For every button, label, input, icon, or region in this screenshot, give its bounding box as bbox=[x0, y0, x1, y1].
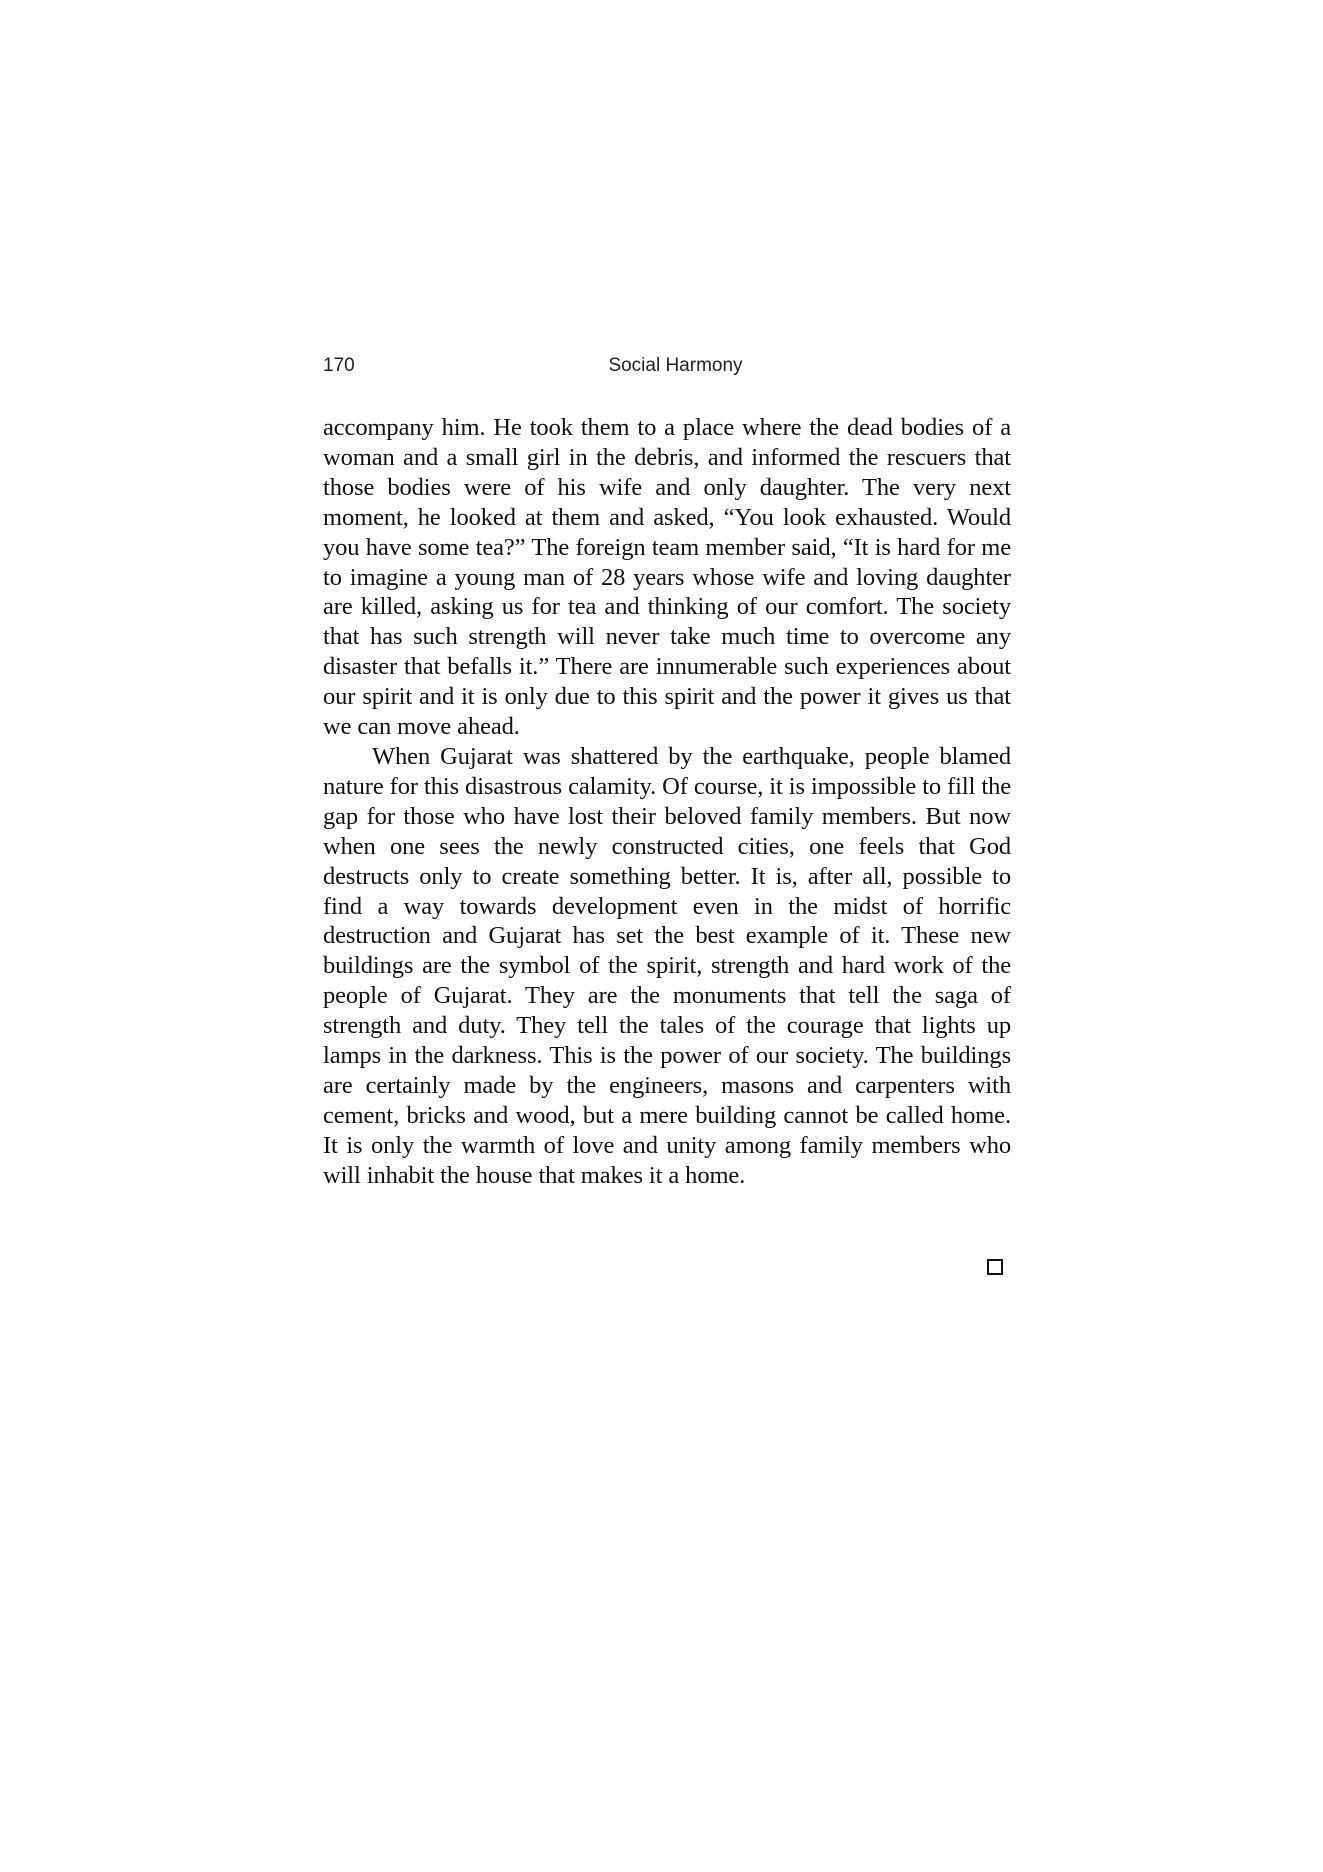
page-header bbox=[323, 355, 1010, 381]
hollow-square-icon bbox=[987, 1259, 1003, 1275]
page-number: 170 bbox=[323, 355, 355, 376]
running-title: Social Harmony bbox=[608, 355, 743, 376]
paragraph-continuation: accompany him. He took them to a place where the dead bodies of a woman and a small girl in the debris, and informed the rescuers that those bodies were of his wife and only daughter. The very next moment, he looked at them and asked, “You look exhausted. Would you have some tea?” The foreign team member said, “It is hard for me to imagine a young man of 28 years whose wife and loving daughter are killed, asking us for tea and thinking of our comfort. The society that has such strength will never take much time to overcome any disaster that befalls it.” There are innumerable such experiences about our spirit and it is only due to this spirit and the power it gives us that we can move ahead. bbox=[323, 414, 1011, 741]
paragraph-gujarat-earthquake: When Gujarat was shattered by the earthquake, people blamed nature for this disastrous calamity. Of course, it is impossible to fill the gap for those who have lost their beloved family members. But now when one sees the newly constructed cities, one feels that God destructs only to create something better. It is, after all, possible to find a way towards development even in the midst of horrific destruction and Gujarat has set the best example of it. These new buildings are the symbol of the spirit, strength and hard work of the people of Gujarat. They are the monuments that tell the saga of strength and duty. They tell the tales of the courage that lights up lamps in the darkness. This is the power of our society. The buildings are certainly made by the engineers, masons and carpenters with cement, bricks and wood, but a mere building cannot be called home. It is only the warmth of love and unity among family members who will inhabit the house that makes it a home. bbox=[323, 742, 1011, 1189]
body-text bbox=[323, 413, 1011, 1191]
